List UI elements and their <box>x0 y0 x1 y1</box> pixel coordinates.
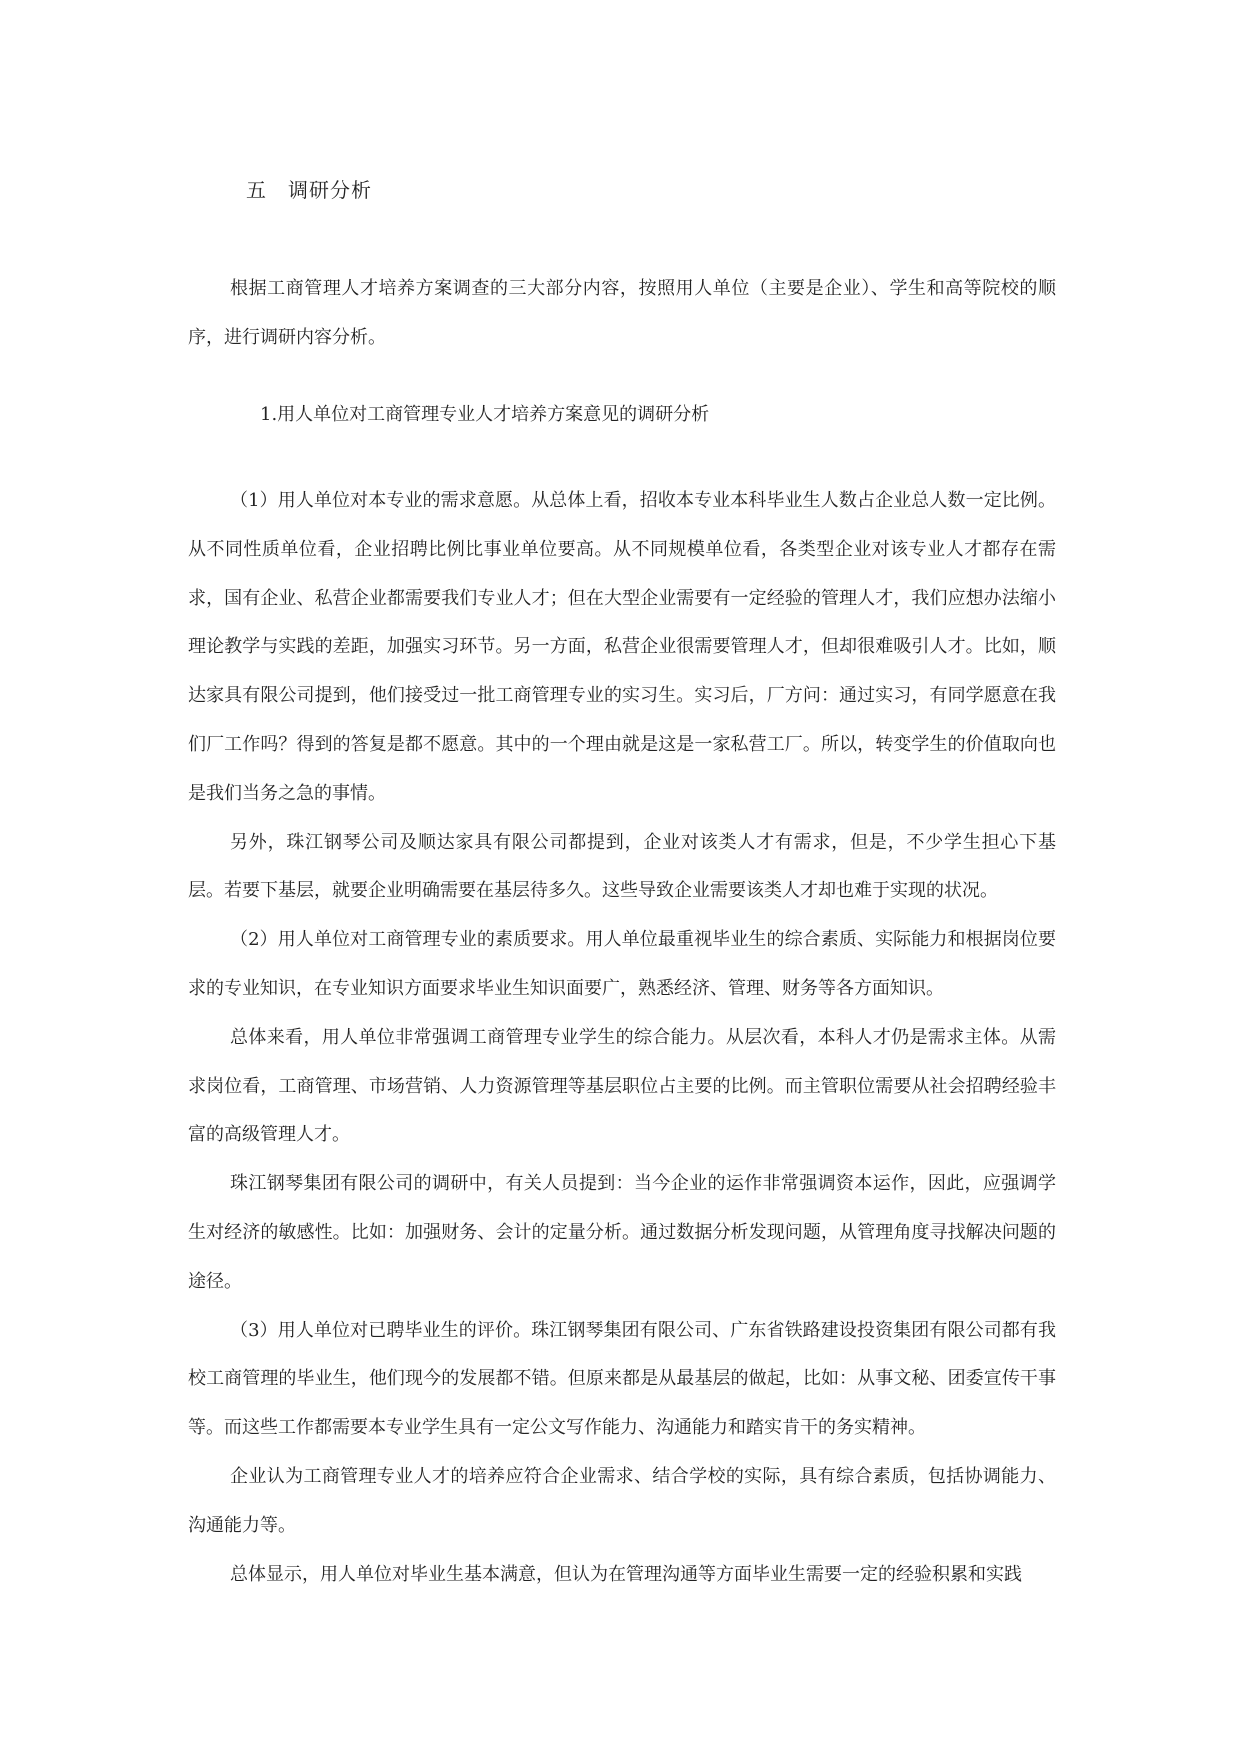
paragraph-demand: （1）用人单位对本专业的需求意愿。从总体上看，招收本专业本科毕业生人数占企业总人数一定比例。从不同性质单位看，企业招聘比例比事业单位要高。从不同规模单位看，各类型企业对该专业人才都存在需求，国有企业、私营企业都需要我们专业人才；但在大型企业需要有一定经验的管理人才，我们应想办法缩小理论教学与实践的差距，加强实习环节。另一方面，私营企业很需要管理人才，但却很难吸引人才。比如，顺达家具有限公司提到，他们接受过一批工商管理专业的实习生。实习后，厂方问：通过实习，有同学愿意在我们厂工作吗？得到的答复是都不愿意。其中的一个理由就是这是一家私营工厂。所以，转变学生的价值取向也是我们当务之急的事情。 <box>188 490 1056 804</box>
paragraph-graduate-evaluation: （3）用人单位对已聘毕业生的评价。珠江钢琴集团有限公司、广东省铁路建设投资集团有限公司都有我校工商管理的毕业生，他们现今的发展都不错。但原来都是从最基层的做起，比如：从事文秘、团委宣传干事等。而这些工作都需要本专业学生具有一定公文写作能力、沟通能力和踏实肯干的务实精神。 <box>188 1319 1056 1439</box>
paragraph-overall-satisfaction: 总体显示，用人单位对毕业生基本满意，但认为在管理沟通等方面毕业生需要一定的经验积累和实践 <box>230 1563 1022 1585</box>
intro-paragraph: 根据工商管理人才培养方案调查的三大部分内容，按照用人单位（主要是企业）、学生和高等院校的顺序，进行调研内容分析。 <box>188 278 1056 348</box>
paragraph-enterprise-view: 企业认为工商管理专业人才的培养应符合企业需求、结合学校的实际，具有综合素质，包括协调能力、沟通能力等。 <box>188 1465 1056 1536</box>
paragraph-quality-requirements: （2）用人单位对工商管理专业的素质要求。用人单位最重视毕业生的综合素质、实际能力和根据岗位要求的专业知识，在专业知识方面要求毕业生知识面要广，熟悉经济、管理、财务等各方面知识。 <box>188 929 1056 999</box>
paragraph-overall-ability: 总体来看，用人单位非常强调工商管理专业学生的综合能力。从层次看，本科人才仍是需求主体。从需求岗位看，工商管理、市场营销、人力资源管理等基层职位占主要的比例。而主管职位需要从社会招聘经验丰富的高级管理人才。 <box>188 1026 1056 1146</box>
paragraph-grassroots: 另外，珠江钢琴公司及顺达家具有限公司都提到，企业对该类人才有需求，但是，不少学生担心下基层。若要下基层，就要企业明确需要在基层待多久。这些导致企业需要该类人才却也难于实现的状况。 <box>188 831 1056 902</box>
subsection-heading: 1.用人单位对工商管理专业人才培养方案意见的调研分析 <box>260 404 710 425</box>
paragraph-pearl-river-piano: 珠江钢琴集团有限公司的调研中，有关人员提到：当今企业的运作非常强调资本运作，因此，应强调学生对经济的敏感性。比如：加强财务、会计的定量分析。通过数据分析发现问题，从管理角度寻找解决问题的途径。 <box>188 1173 1056 1292</box>
section-heading: 五 调研分析 <box>246 178 372 202</box>
body-text <box>188 477 1056 1599</box>
